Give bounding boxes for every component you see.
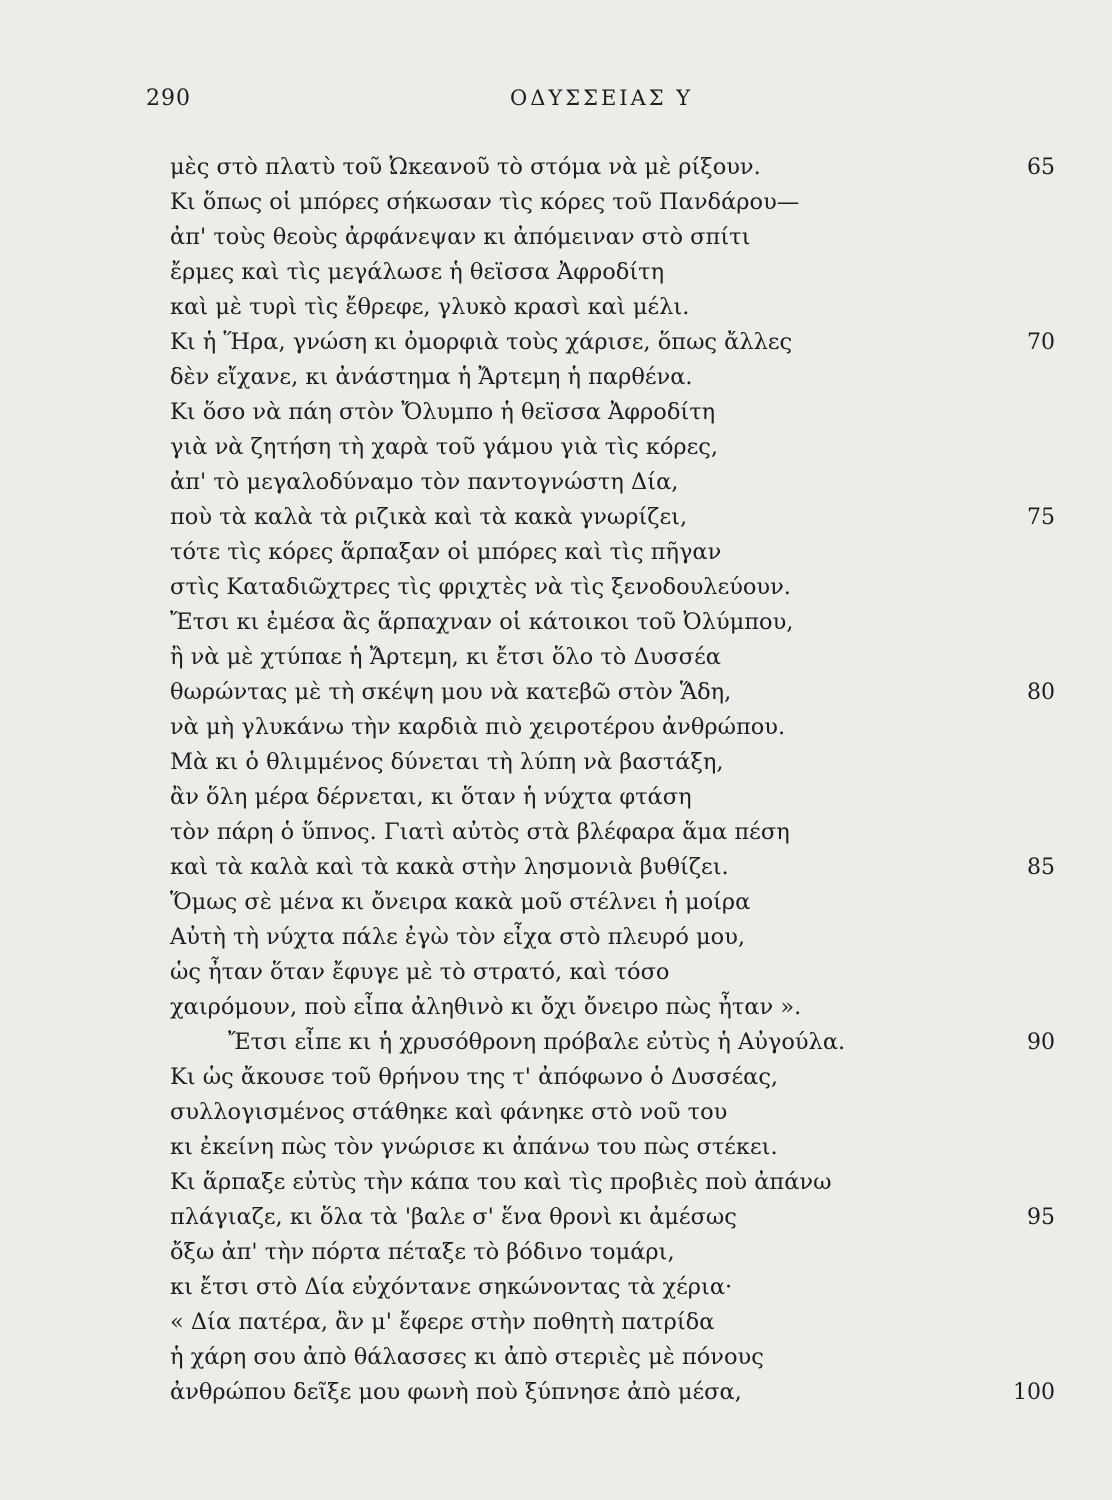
line-number: 75 xyxy=(1027,505,1055,530)
verse-line: ἀνθρώπου δεῖξε μου φωνὴ ποὺ ξύπνησε ἀπὸ μέσα, xyxy=(170,1379,742,1405)
verse-line: Ὅμως σὲ μένα κι ὄνειρα κακὰ μοῦ στέλνει ἡ μοίρα xyxy=(170,889,751,915)
verse-line: Μὰ κι ὁ θλιμμένος δύνεται τὴ λύπη νὰ βαστάξη, xyxy=(170,749,724,775)
line-number: 100 xyxy=(1013,1380,1055,1405)
verse-line: ἂν ὅλη μέρα δέρνεται, κι ὅταν ἡ νύχτα φτάση xyxy=(170,784,692,810)
verse-line: ποὺ τὰ καλὰ τὰ ριζικὰ καὶ τὰ κακὰ γνωρίζει, xyxy=(170,504,688,530)
verse-line: Κι ὅπως οἱ μπόρες σήκωσαν τὶς κόρες τοῦ Πανδάρου— xyxy=(170,189,800,215)
verse-text xyxy=(170,150,910,1410)
verse-line: « Δία πατέρα, ἂν μ' ἔφερε στὴν ποθητὴ πατρίδα xyxy=(170,1309,715,1335)
verse-line: δὲν εἴχανε, κι ἀνάστημα ἡ Ἄρτεμη ἡ παρθένα. xyxy=(170,364,693,390)
verse-line: γιὰ νὰ ζητήση τὴ χαρὰ τοῦ γάμου γιὰ τὶς κόρες, xyxy=(170,434,719,460)
verse-line: Κι ἡ Ἥρα, γνώση κι ὀμορφιὰ τοὺς χάρισε, ὅπως ἄλλες xyxy=(170,329,793,355)
verse-line: χαιρόμουν, ποὺ εἶπα ἀληθινὸ κι ὄχι ὄνειρο πὼς ἦταν ». xyxy=(170,994,802,1020)
verse-line: πλάγιαζε, κι ὅλα τὰ 'βαλε σ' ἕνα θρονὶ κι ἀμέσως xyxy=(170,1204,737,1230)
line-number: 65 xyxy=(1027,155,1055,180)
verse-line: τὸν πάρη ὁ ὕπνος. Γιατὶ αὐτὸς στὰ βλέφαρα ἅμα πέση xyxy=(170,819,790,845)
verse-line: Κι ὡς ἄκουσε τοῦ θρήνου της τ' ἀπόφωνο ὁ Δυσσέας, xyxy=(170,1064,779,1090)
verse-line: συλλογισμένος στάθηκε καὶ φάνηκε στὸ νοῦ του xyxy=(170,1099,728,1125)
verse-line: Κι ὅσο νὰ πάη στὸν Ὄλυμπο ἡ θεϊσσα Ἀφροδίτη xyxy=(170,399,716,425)
page-number: 290 xyxy=(146,86,191,111)
verse-line: μὲς στὸ πλατὺ τοῦ Ὠκεανοῦ τὸ στόμα νὰ μὲ ρίξουν. xyxy=(170,154,761,180)
verse-line: ὡς ἦταν ὅταν ἔφυγε μὲ τὸ στρατό, καὶ τόσο xyxy=(170,959,670,985)
verse-line: καὶ μὲ τυρὶ τὶς ἔθρεφε, γλυκὸ κρασὶ καὶ μέλι. xyxy=(170,294,690,320)
verse-line: νὰ μὴ γλυκάνω τὴν καρδιὰ πιὸ χειροτέρου ἀνθρώπου. xyxy=(170,714,786,740)
verse-line: Κι ἅρπαξε εὐτὺς τὴν κάπα του καὶ τὶς προβιὲς ποὺ ἀπάνω xyxy=(170,1169,832,1195)
line-number: 95 xyxy=(1027,1205,1055,1230)
verse-line: κι ἐκείνη πὼς τὸν γνώρισε κι ἀπάνω του πὼς στέκει. xyxy=(170,1134,778,1160)
line-number: 70 xyxy=(1027,330,1055,355)
verse-line: στὶς Καταδιῶχτρες τὶς φριχτὲς νὰ τὶς ξενοδουλεύουν. xyxy=(170,574,791,600)
verse-line: Ἔτσι κι ἐμέσα ἂς ἅρπαχναν οἱ κάτοικοι τοῦ Ὀλύμπου, xyxy=(170,609,794,635)
verse-line: ἔρμες καὶ τὶς μεγάλωσε ἡ θεϊσσα Ἀφροδίτη xyxy=(170,259,665,285)
verse-line: τότε τὶς κόρες ἅρπαξαν οἱ μπόρες καὶ τὶς πῆγαν xyxy=(170,539,722,565)
page-header xyxy=(0,86,1112,116)
verse-line: καὶ τὰ καλὰ καὶ τὰ κακὰ στὴν λησμονιὰ βυθίζει. xyxy=(170,854,729,880)
verse-line: ἢ νὰ μὲ χτύπαε ἡ Ἄρτεμη, κι ἔτσι ὅλο τὸ Δυσσέα xyxy=(170,644,721,670)
running-title: ΟΔΥΣΣΕΙΑΣ Υ xyxy=(510,86,694,110)
verse-line: Αὐτὴ τὴ νύχτα πάλε ἐγὼ τὸν εἶχα στὸ πλευρό μου, xyxy=(170,924,746,950)
verse-line: Ἔτσι εἶπε κι ἡ χρυσόθρονη πρόβαλε εὐτὺς ἡ Αὐγούλα. xyxy=(228,1029,846,1055)
verse-line: κι ἔτσι στὸ Δία εὐχόντανε σηκώνοντας τὰ χέρια· xyxy=(170,1274,733,1300)
line-number: 85 xyxy=(1027,855,1055,880)
verse-line: ἀπ' τὸ μεγαλοδύναμο τὸν παντογνώστη Δία, xyxy=(170,469,679,495)
verse-line: ὄξω ἀπ' τὴν πόρτα πέταξε τὸ βόδινο τομάρι, xyxy=(170,1239,675,1265)
line-number: 80 xyxy=(1027,680,1055,705)
verse-line: θωρώντας μὲ τὴ σκέψη μου νὰ κατεβῶ στὸν Ἅδη, xyxy=(170,679,732,705)
verse-line: ἡ χάρη σου ἀπὸ θάλασσες κι ἀπὸ στεριὲς μὲ πόνους xyxy=(170,1344,764,1370)
verse-line: ἀπ' τοὺς θεοὺς ἀρφάνεψαν κι ἀπόμειναν στὸ σπίτι xyxy=(170,224,751,250)
line-number: 90 xyxy=(1027,1030,1055,1055)
